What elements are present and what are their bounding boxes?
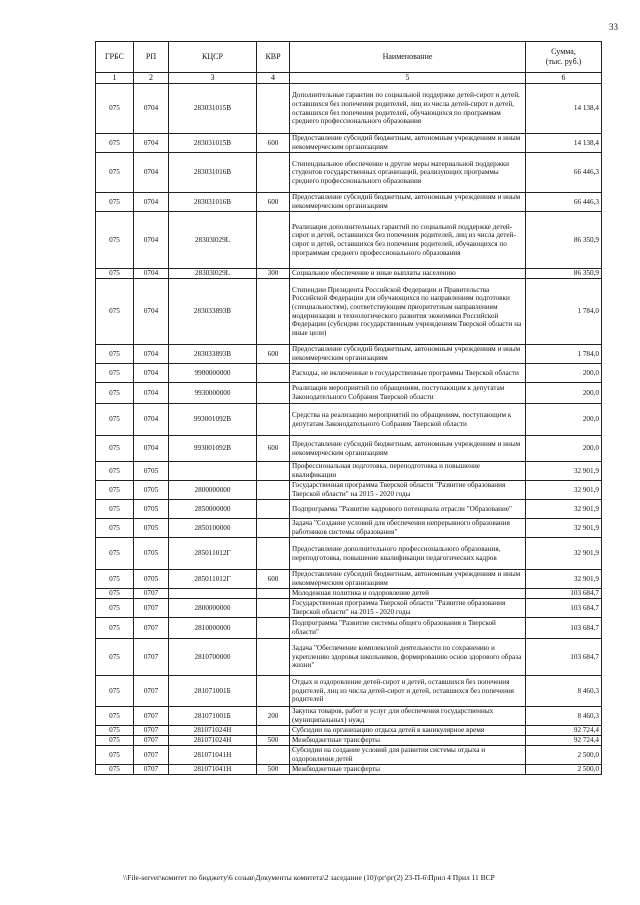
table-row bbox=[96, 639, 602, 676]
cell-sum: 86 350,9 bbox=[526, 212, 602, 269]
cell-grbs: 075 bbox=[96, 193, 134, 212]
cell-kvr bbox=[257, 481, 290, 500]
cell-kcsr: 2800000000 bbox=[169, 481, 257, 500]
table-row bbox=[96, 519, 602, 538]
table-row bbox=[96, 364, 602, 383]
cell-kcsr: 28303l029L bbox=[169, 212, 257, 269]
cell-name: Предоставление субсидий бюджетным, автономным учреждениям и иным некоммерческим организациям bbox=[290, 570, 526, 589]
cell-kcsr: 2800000000 bbox=[169, 599, 257, 618]
cell-name: Субсидии на создание условий для развития системы отдыха и оздоровления детей bbox=[290, 746, 526, 765]
cell-name: Закупка товаров, работ и услуг для обеспечения государственных (муниципальных) нужд bbox=[290, 707, 526, 726]
cell-kvr bbox=[257, 212, 290, 269]
table-row bbox=[96, 212, 602, 269]
cell-kvr: 500 bbox=[257, 736, 290, 746]
table-row bbox=[96, 481, 602, 500]
cell-sum: 14 138,4 bbox=[526, 134, 602, 153]
cell-rp: 0705 bbox=[134, 462, 169, 481]
cell-sum: 1 784,0 bbox=[526, 345, 602, 364]
cell-name: Подпрограмма "Развитие кадрового потенциала отрасли "Образование" bbox=[290, 500, 526, 519]
table-row bbox=[96, 404, 602, 436]
cell-kcsr: 283031015В bbox=[169, 84, 257, 134]
cell-kvr: 600 bbox=[257, 570, 290, 589]
cell-grbs: 075 bbox=[96, 538, 134, 570]
table-row bbox=[96, 618, 602, 639]
cell-name: Предоставление субсидий бюджетным, автономным учреждениям и иным некоммерческим организациям bbox=[290, 193, 526, 212]
cell-rp: 0707 bbox=[134, 765, 169, 775]
cell-kvr: 500 bbox=[257, 765, 290, 775]
table-row bbox=[96, 462, 602, 481]
cell-kcsr: 283031015В bbox=[169, 134, 257, 153]
cell-rp: 0704 bbox=[134, 269, 169, 279]
cell-kvr: 200 bbox=[257, 707, 290, 726]
table-row bbox=[96, 134, 602, 153]
cell-grbs: 075 bbox=[96, 736, 134, 746]
cell-kvr bbox=[257, 383, 290, 404]
index-2: 2 bbox=[134, 73, 169, 84]
cell-grbs: 075 bbox=[96, 364, 134, 383]
cell-name: Предоставление субсидий бюджетным, автономным учреждениям и иным некоммерческим организациям bbox=[290, 134, 526, 153]
cell-rp: 0705 bbox=[134, 500, 169, 519]
table-row bbox=[96, 538, 602, 570]
table-row bbox=[96, 589, 602, 599]
cell-sum: 8 460,3 bbox=[526, 676, 602, 707]
cell-kcsr: 283031016В bbox=[169, 193, 257, 212]
cell-sum: 14 138,4 bbox=[526, 84, 602, 134]
cell-kvr bbox=[257, 538, 290, 570]
cell-grbs: 075 bbox=[96, 618, 134, 639]
cell-rp: 0707 bbox=[134, 639, 169, 676]
cell-name: Реализация дополнительных гарантий по социальной поддержке детей-сирот и детей, оставшихся без попечения родителей, лиц из числа детей-сирот и детей, оставшихся без попечения родителей, обучающихся по программам среднего профессионального образования bbox=[290, 212, 526, 269]
header-grbs: ГРБС bbox=[96, 42, 134, 73]
cell-rp: 0707 bbox=[134, 707, 169, 726]
cell-rp: 0704 bbox=[134, 345, 169, 364]
cell-sum: 2 500,0 bbox=[526, 765, 602, 775]
header-index-row bbox=[96, 73, 602, 84]
cell-name: Расходы, не включенные в государственные программы Тверской области bbox=[290, 364, 526, 383]
table-row bbox=[96, 570, 602, 589]
cell-sum: 2 500,0 bbox=[526, 746, 602, 765]
cell-sum: 32 901,9 bbox=[526, 519, 602, 538]
table-row bbox=[96, 676, 602, 707]
cell-name: Предоставление дополнительного профессионального образования, переподготовка, повышение квалификации педагогических кадров bbox=[290, 538, 526, 570]
budget-table bbox=[95, 41, 602, 775]
index-6: 6 bbox=[526, 73, 602, 84]
cell-name: Реализация мероприятий по обращениям, поступающим к депутатам Законодательного Собрания Тверской области bbox=[290, 383, 526, 404]
cell-kvr bbox=[257, 599, 290, 618]
cell-grbs: 075 bbox=[96, 212, 134, 269]
cell-grbs: 075 bbox=[96, 404, 134, 436]
cell-name: Предоставление субсидий бюджетным, автономным учреждениям и иным некоммерческим организациям bbox=[290, 436, 526, 462]
index-4: 4 bbox=[257, 73, 290, 84]
cell-kvr: 300 bbox=[257, 269, 290, 279]
cell-grbs: 075 bbox=[96, 599, 134, 618]
cell-grbs: 075 bbox=[96, 707, 134, 726]
cell-kcsr: 285011012Г bbox=[169, 538, 257, 570]
header-row bbox=[96, 42, 602, 73]
table-row bbox=[96, 193, 602, 212]
cell-sum: 32 901,9 bbox=[526, 481, 602, 500]
cell-kvr bbox=[257, 404, 290, 436]
cell-kcsr: 9930000000 bbox=[169, 383, 257, 404]
cell-kcsr: 281071041Н bbox=[169, 765, 257, 775]
cell-kvr: 600 bbox=[257, 193, 290, 212]
cell-grbs: 075 bbox=[96, 134, 134, 153]
cell-grbs: 075 bbox=[96, 84, 134, 134]
cell-rp: 0704 bbox=[134, 84, 169, 134]
cell-sum: 32 901,9 bbox=[526, 538, 602, 570]
cell-rp: 0707 bbox=[134, 736, 169, 746]
cell-name: Государственная программа Тверской области "Развитие образования Тверской области" на 2015 - 2020 годы bbox=[290, 599, 526, 618]
cell-grbs: 075 bbox=[96, 481, 134, 500]
cell-kvr bbox=[257, 500, 290, 519]
cell-kcsr: 281071001Б bbox=[169, 676, 257, 707]
table-row bbox=[96, 746, 602, 765]
cell-grbs: 075 bbox=[96, 153, 134, 193]
cell-name: Дополнительные гарантии по социальной поддержке детей-сирот и детей, оставшихся без попечения родителей, лиц из числа детей-сирот и детей, оставшихся без попечения родителей, обучающихся по программам среднего профессионального образования bbox=[290, 84, 526, 134]
cell-kcsr: 2850100000 bbox=[169, 519, 257, 538]
cell-grbs: 075 bbox=[96, 462, 134, 481]
cell-kvr bbox=[257, 519, 290, 538]
cell-grbs: 075 bbox=[96, 765, 134, 775]
cell-grbs: 075 bbox=[96, 436, 134, 462]
cell-rp: 0704 bbox=[134, 212, 169, 269]
cell-rp: 0704 bbox=[134, 193, 169, 212]
cell-kvr bbox=[257, 462, 290, 481]
cell-kcsr: 283033893В bbox=[169, 279, 257, 345]
cell-sum: 200,0 bbox=[526, 404, 602, 436]
cell-name: Молодежная политика и оздоровление детей bbox=[290, 589, 526, 599]
cell-grbs: 075 bbox=[96, 383, 134, 404]
cell-grbs: 075 bbox=[96, 726, 134, 736]
cell-sum: 103 684,7 bbox=[526, 599, 602, 618]
cell-kvr bbox=[257, 618, 290, 639]
cell-grbs: 075 bbox=[96, 500, 134, 519]
cell-grbs: 075 bbox=[96, 676, 134, 707]
file-path-footer: \\File-server\комитет по бюджету\6 созыв\Документы комитета\2 заседание (10)\рг\рг(2) 23-П-6\Прил 4 Прил 11 ВСР bbox=[123, 873, 495, 882]
table-row bbox=[96, 84, 602, 134]
cell-sum: 32 901,9 bbox=[526, 570, 602, 589]
table-row bbox=[96, 269, 602, 279]
cell-grbs: 075 bbox=[96, 570, 134, 589]
cell-name: Предоставление субсидий бюджетным, автономным учреждениям и иным некоммерческим организациям bbox=[290, 345, 526, 364]
cell-kvr bbox=[257, 364, 290, 383]
cell-sum: 200,0 bbox=[526, 364, 602, 383]
cell-rp: 0707 bbox=[134, 676, 169, 707]
cell-sum: 66 446,3 bbox=[526, 153, 602, 193]
cell-kvr: 600 bbox=[257, 134, 290, 153]
cell-sum: 66 446,3 bbox=[526, 193, 602, 212]
cell-kvr bbox=[257, 639, 290, 676]
header-rp: РП bbox=[134, 42, 169, 73]
cell-kcsr: 2850000000 bbox=[169, 500, 257, 519]
cell-kcsr: 281071041Н bbox=[169, 746, 257, 765]
cell-rp: 0705 bbox=[134, 538, 169, 570]
table-row bbox=[96, 279, 602, 345]
cell-kcsr: 285011012Г bbox=[169, 570, 257, 589]
cell-sum: 8 460,3 bbox=[526, 707, 602, 726]
cell-kcsr: 283033893В bbox=[169, 345, 257, 364]
cell-kvr bbox=[257, 84, 290, 134]
table-row bbox=[96, 736, 602, 746]
cell-sum: 32 901,9 bbox=[526, 500, 602, 519]
cell-kcsr: 2810700000 bbox=[169, 639, 257, 676]
table-row bbox=[96, 383, 602, 404]
header-name: Наименование bbox=[290, 42, 526, 73]
table-row bbox=[96, 500, 602, 519]
cell-name: Подпрограмма "Развитие системы общего образования в Тверской области" bbox=[290, 618, 526, 639]
cell-kvr bbox=[257, 676, 290, 707]
cell-kcsr: 9900000000 bbox=[169, 364, 257, 383]
cell-name: Стипендии Президента Российской Федерации и Правительства Российской Федерации для обучающихся по направлениям подготовки (специальностям), соответствующим приоритетным направлениям модернизации и технологического развития экономики Российской Федерации (субсидии государственным учреждениям Тверской области на иные цели) bbox=[290, 279, 526, 345]
cell-rp: 0704 bbox=[134, 383, 169, 404]
cell-sum: 92 724,4 bbox=[526, 726, 602, 736]
index-5: 5 bbox=[290, 73, 526, 84]
cell-sum: 86 350,9 bbox=[526, 269, 602, 279]
cell-grbs: 075 bbox=[96, 746, 134, 765]
cell-rp: 0704 bbox=[134, 404, 169, 436]
cell-kcsr: 281071024Н bbox=[169, 736, 257, 746]
cell-name: Задача "Обеспечение комплексной деятельности по сохранению и укреплению здоровья школьников, формированию основ здорового образа жизни" bbox=[290, 639, 526, 676]
cell-sum: 103 684,7 bbox=[526, 618, 602, 639]
cell-rp: 0705 bbox=[134, 519, 169, 538]
header-sum: Сумма, (тыс. руб.) bbox=[526, 42, 602, 73]
cell-kcsr: 28303l029L bbox=[169, 269, 257, 279]
cell-name: Межбюджетные трансферты bbox=[290, 736, 526, 746]
cell-name: Стипендиальное обеспечение и другие меры материальной поддержки студентов государственных организаций, реализующих программы среднего профессионального образования bbox=[290, 153, 526, 193]
cell-kvr bbox=[257, 589, 290, 599]
table-row bbox=[96, 436, 602, 462]
cell-rp: 0705 bbox=[134, 481, 169, 500]
cell-rp: 0704 bbox=[134, 153, 169, 193]
cell-rp: 0707 bbox=[134, 589, 169, 599]
cell-rp: 0704 bbox=[134, 134, 169, 153]
table-body bbox=[96, 84, 602, 775]
cell-grbs: 075 bbox=[96, 345, 134, 364]
cell-grbs: 075 bbox=[96, 519, 134, 538]
cell-name: Государственная программа Тверской области "Развитие образования Тверской области" на 2015 - 2020 годы bbox=[290, 481, 526, 500]
cell-kcsr: 2810000000 bbox=[169, 618, 257, 639]
table-row bbox=[96, 765, 602, 775]
cell-rp: 0704 bbox=[134, 436, 169, 462]
cell-kcsr bbox=[169, 462, 257, 481]
cell-sum: 32 901,9 bbox=[526, 462, 602, 481]
cell-kcsr: 281071024Н bbox=[169, 726, 257, 736]
cell-sum: 1 784,0 bbox=[526, 279, 602, 345]
cell-kvr bbox=[257, 726, 290, 736]
cell-sum: 200,0 bbox=[526, 383, 602, 404]
table-row bbox=[96, 153, 602, 193]
cell-name: Отдых и оздоровление детей-сирот и детей, оставшихся без попечения родителей, лиц из числа детей-сирот и детей, оставшихся без попечения родителей bbox=[290, 676, 526, 707]
table-row bbox=[96, 726, 602, 736]
cell-name: Профессиональная подготовка, переподготовка и повышение квалификации bbox=[290, 462, 526, 481]
cell-grbs: 075 bbox=[96, 589, 134, 599]
cell-kvr: 600 bbox=[257, 436, 290, 462]
cell-rp: 0707 bbox=[134, 599, 169, 618]
page-number: 33 bbox=[609, 22, 618, 32]
cell-grbs: 075 bbox=[96, 279, 134, 345]
table-row bbox=[96, 599, 602, 618]
cell-kvr bbox=[257, 153, 290, 193]
cell-kcsr: 993001092В bbox=[169, 404, 257, 436]
cell-kcsr: 281071001Б bbox=[169, 707, 257, 726]
cell-kcsr: 283031016В bbox=[169, 153, 257, 193]
cell-name: Социальное обеспечение и иные выплаты населению bbox=[290, 269, 526, 279]
cell-kvr bbox=[257, 279, 290, 345]
cell-rp: 0704 bbox=[134, 279, 169, 345]
cell-sum: 200,0 bbox=[526, 436, 602, 462]
cell-rp: 0704 bbox=[134, 364, 169, 383]
cell-name: Средства на реализацию мероприятий по обращениям, поступающим к депутатам Законодательного Собрания Тверской области bbox=[290, 404, 526, 436]
cell-name: Субсидии на организацию отдыха детей в каникулярное время bbox=[290, 726, 526, 736]
cell-sum: 103 684,7 bbox=[526, 639, 602, 676]
cell-grbs: 075 bbox=[96, 269, 134, 279]
header-kvr: КВР bbox=[257, 42, 290, 73]
index-1: 1 bbox=[96, 73, 134, 84]
cell-rp: 0705 bbox=[134, 570, 169, 589]
header-kcsr: КЦСР bbox=[169, 42, 257, 73]
cell-kvr bbox=[257, 746, 290, 765]
table-row bbox=[96, 345, 602, 364]
cell-sum: 92 724,4 bbox=[526, 736, 602, 746]
table-row bbox=[96, 707, 602, 726]
cell-name: Межбюджетные трансферты bbox=[290, 765, 526, 775]
cell-kcsr bbox=[169, 589, 257, 599]
cell-name: Задача "Создание условий для обеспечения непрерывного образования работников системы образования" bbox=[290, 519, 526, 538]
cell-sum: 103 684,7 bbox=[526, 589, 602, 599]
cell-rp: 0707 bbox=[134, 746, 169, 765]
cell-kcsr: 993001092В bbox=[169, 436, 257, 462]
cell-grbs: 075 bbox=[96, 639, 134, 676]
cell-rp: 0707 bbox=[134, 726, 169, 736]
cell-kvr: 600 bbox=[257, 345, 290, 364]
index-3: 3 bbox=[169, 73, 257, 84]
cell-rp: 0707 bbox=[134, 618, 169, 639]
